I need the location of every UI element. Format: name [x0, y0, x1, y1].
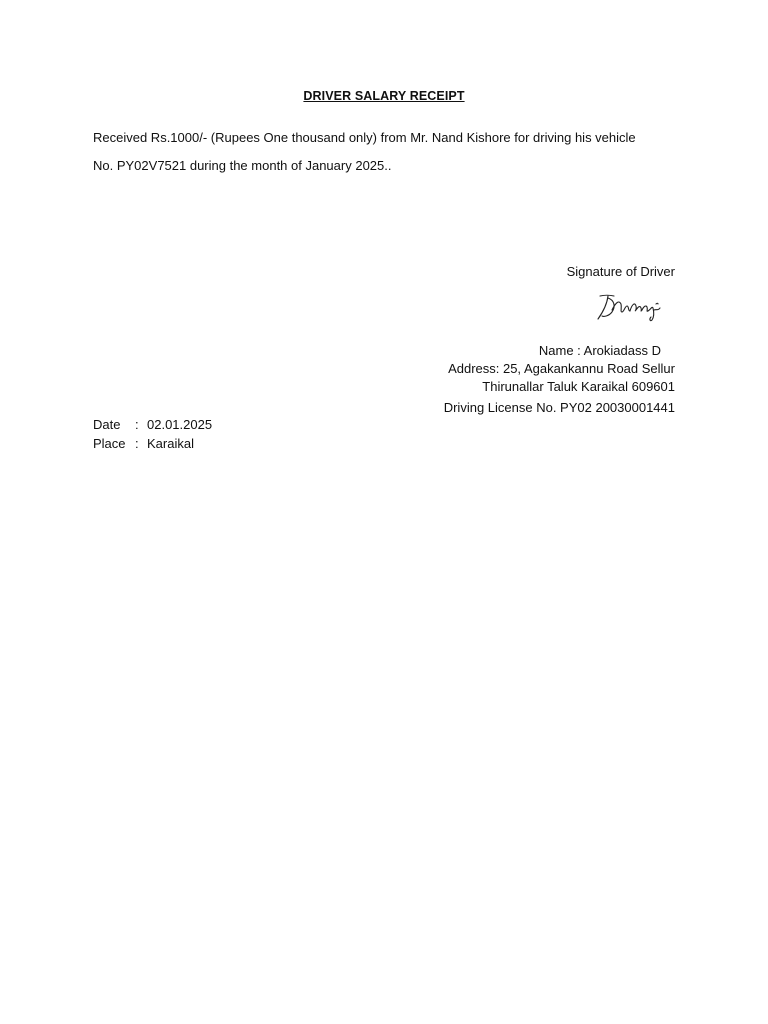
driver-address-line-1: Address: 25, Agakankannu Road Sellur	[448, 361, 675, 376]
receipt-body-line-2: No. PY02V7521 during the month of January 2025..	[93, 158, 392, 173]
driver-license: Driving License No. PY02 20030001441	[443, 400, 675, 415]
receipt-body-line-1: Received Rs.1000/- (Rupees One thousand only) from Mr. Nand Kishore for driving his vehicle	[93, 130, 636, 145]
place-value: Karaikal	[147, 436, 194, 451]
receipt-date	[93, 417, 212, 432]
receipt-place	[93, 436, 194, 451]
date-separator: :	[135, 417, 139, 432]
place-label: Place	[93, 436, 126, 451]
signature-label: Signature of Driver	[566, 264, 675, 279]
date-label: Date	[93, 417, 121, 432]
date-value: 02.01.2025	[147, 417, 213, 432]
driver-signature	[594, 292, 666, 324]
place-separator: :	[135, 436, 139, 451]
driver-name: Name : Arokiadass D	[538, 343, 661, 358]
driver-address-line-2: Thirunallar Taluk Karaikal 609601	[482, 379, 675, 394]
receipt-body	[93, 124, 683, 180]
receipt-title: DRIVER SALARY RECEIPT	[303, 89, 465, 103]
